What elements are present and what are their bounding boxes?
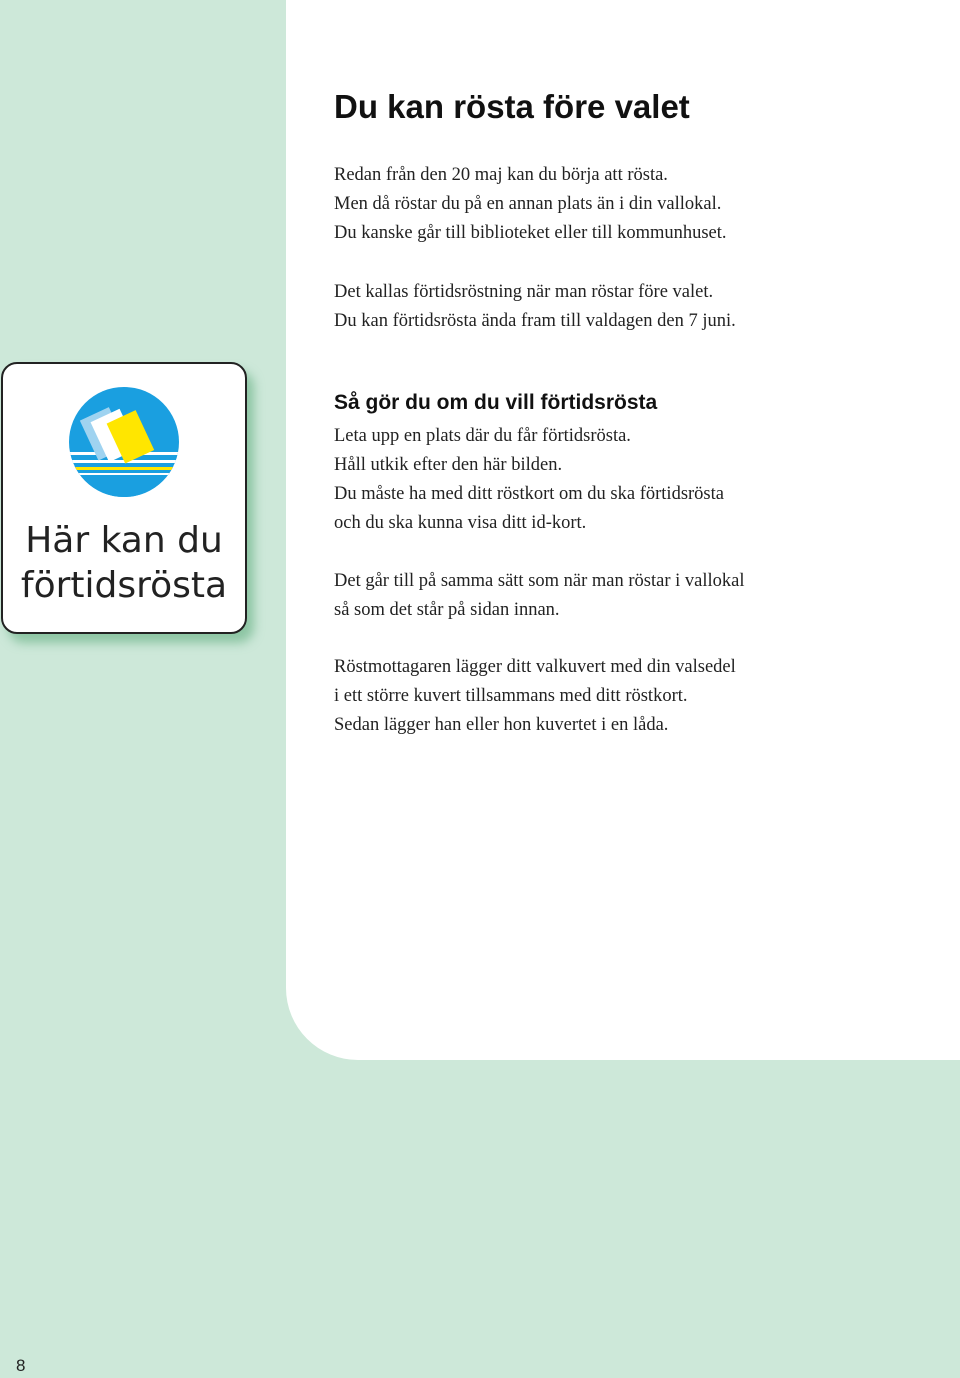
text-line: Det kallas förtidsröstning när man röstar före valet.	[334, 282, 714, 302]
text-line: Håll utkik efter den här bilden.	[334, 455, 563, 475]
text-line: Du kanske går till biblioteket eller till kommunhuset.	[334, 223, 727, 243]
page-title: Du kan rösta före valet	[334, 88, 690, 125]
same-way-paragraph	[334, 567, 745, 625]
text-line: Det går till på samma sätt som när man röstar i vallokal	[334, 571, 745, 591]
definition-paragraph	[334, 278, 736, 336]
how-to-paragraph	[334, 422, 724, 538]
sign-label	[3, 518, 245, 608]
sign-line: Här kan du	[25, 520, 223, 561]
text-line: Redan från den 20 maj kan du börja att rösta.	[334, 165, 668, 185]
text-line: Men då röstar du på en annan plats än i din vallokal.	[334, 194, 722, 214]
intro-paragraph	[334, 161, 727, 248]
page-number: 8	[16, 1356, 26, 1375]
section-heading: Så gör du om du vill förtidsrösta	[334, 391, 658, 414]
text-line: i ett större kuvert tillsammans med ditt röstkort.	[334, 686, 688, 706]
text-line: så som det står på sidan innan.	[334, 600, 560, 620]
text-line: Leta upp en plats där du får förtidsrösta.	[334, 426, 631, 446]
early-voting-sign	[1, 362, 247, 634]
text-line: Röstmottagaren lägger ditt valkuvert med din valsedel	[334, 657, 736, 677]
ballot-box-icon	[68, 386, 180, 498]
text-line: Sedan lägger han eller hon kuvertet i en låda.	[334, 715, 669, 735]
text-line: Du kan förtidsrösta ända fram till valdagen den 7 juni.	[334, 311, 736, 331]
sign-line: förtidsrösta	[20, 565, 228, 606]
receiver-paragraph	[334, 653, 736, 740]
text-line: och du ska kunna visa ditt id-kort.	[334, 513, 587, 533]
text-line: Du måste ha med ditt röstkort om du ska förtidsrösta	[334, 484, 724, 504]
